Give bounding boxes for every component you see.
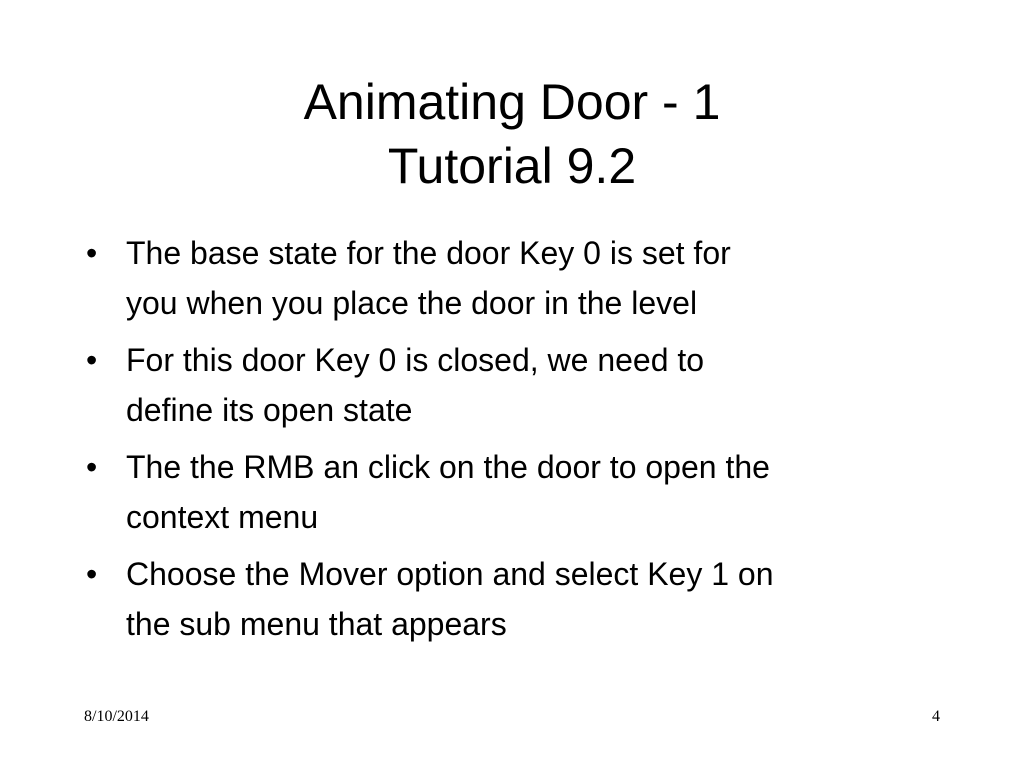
bullet-icon: •: [86, 449, 98, 485]
bullet-item: [86, 335, 956, 435]
bullet-text-line-1: Choose the Mover option and select Key 1 on: [126, 556, 774, 592]
bullet-text-line-1: For this door Key 0 is closed, we need to: [126, 342, 705, 378]
bullet-text-line-2: context menu: [126, 499, 319, 535]
bullet-text-line-1: The base state for the door Key 0 is set for: [126, 235, 731, 271]
bullet-icon: •: [86, 235, 98, 271]
bullet-item: [86, 442, 956, 542]
title-line-1: Animating Door - 1: [303, 74, 721, 130]
page-number: 4: [932, 708, 940, 725]
bullet-list: [86, 228, 956, 656]
bullet-icon: •: [86, 556, 98, 592]
slide-title: [0, 70, 1024, 198]
bullet-text-line-2: the sub menu that appears: [126, 606, 507, 642]
bullet-text-line-2: you when you place the door in the level: [126, 285, 698, 321]
bullet-icon: •: [86, 342, 98, 378]
bullet-item: [86, 549, 956, 649]
bullet-item: [86, 228, 956, 328]
bullet-text-line-1: The the RMB an click on the door to open the: [126, 449, 770, 485]
footer-date: 8/10/2014: [84, 708, 149, 725]
bullet-text-line-2: define its open state: [126, 392, 413, 428]
title-line-2: Tutorial 9.2: [387, 138, 637, 194]
